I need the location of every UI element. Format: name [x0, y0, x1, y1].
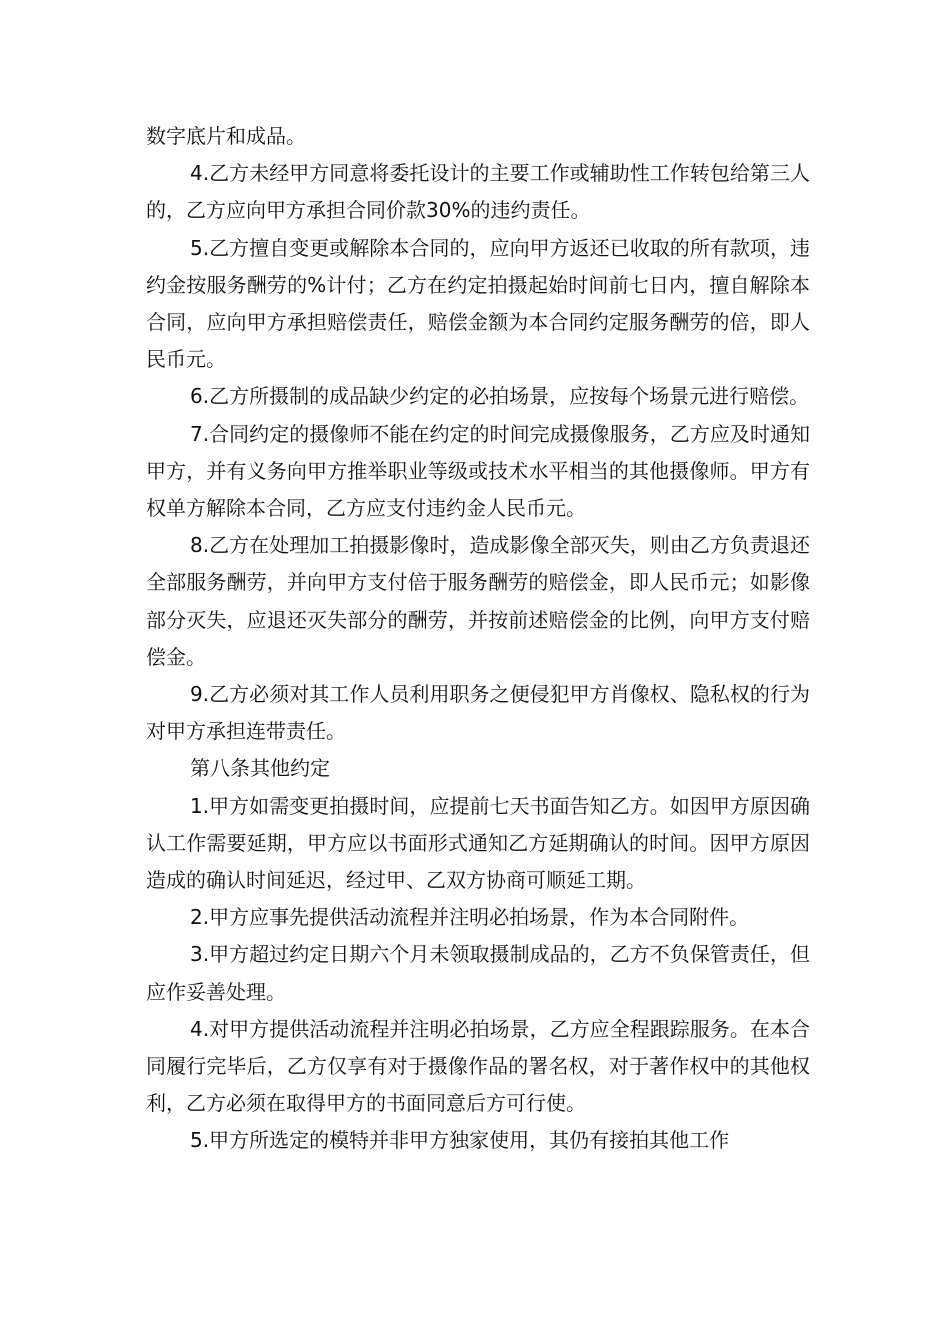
paragraph-7: 9.乙方必须对其工作人员利用职务之便侵犯甲方肖像权、隐私权的行为对甲方承担连带责任。	[146, 682, 810, 744]
paragraph-1: 数字底片和成品。	[146, 124, 306, 148]
paragraph-4: 6.乙方所摄制的成品缺少约定的必拍场景，应按每个场景元进行赔偿。	[190, 384, 810, 409]
paragraph-12: 5.甲方所选定的模特并非甲方独家使用，其仍有接拍其他工作	[190, 1128, 730, 1153]
paragraph-3: 5.乙方擅自变更或解除本合同的，应向甲方返还已收取的所有款项，违约金按服务酬劳的%计付；乙方在约定拍摄起始时间前七日内，擅自解除本合同，应向甲方承担赔偿责任，赔偿金额为本合同约定服务酬劳的倍，即人民币元。	[146, 235, 810, 372]
paragraph-10: 3.甲方超过约定日期六个月未领取摄制成品的，乙方不负保管责任，但应作妥善处理。	[146, 942, 810, 1004]
paragraph-11: 4.对甲方提供活动流程并注明必拍场景，乙方应全程跟踪服务。在本合同履行完毕后，乙方仅享有对于摄像作品的署名权，对于著作权中的其他权利，乙方必须在取得甲方的书面同意后方可行使。	[146, 1016, 810, 1116]
paragraph-6: 8.乙方在处理加工拍摄影像时，造成影像全部灭失，则由乙方负责退还全部服务酬劳，并向甲方支付倍于服务酬劳的赔偿金，即人民币元；如影像部分灭失，应退还灭失部分的酬劳，并按前述赔偿金的比例，向甲方支付赔偿金。	[146, 533, 810, 669]
paragraph-8: 1.甲方如需变更拍摄时间，应提前七天书面告知乙方。如因甲方原因确认工作需要延期，甲方应以书面形式通知乙方延期确认的时间。因甲方原因造成的确认时间延迟，经过甲、乙双方协商可顺延工期。	[146, 793, 810, 893]
document-page	[146, 118, 810, 1160]
section-heading: 第八条其他约定	[190, 756, 330, 781]
paragraph-9: 2.甲方应事先提供活动流程并注明必拍场景，作为本合同附件。	[190, 905, 750, 930]
paragraph-2: 4.乙方未经甲方同意将委托设计的主要工作或辅助性工作转包给第三人的，乙方应向甲方承担合同价款30%的违约责任。	[146, 161, 810, 223]
paragraph-5: 7.合同约定的摄像师不能在约定的时间完成摄像服务，乙方应及时通知甲方，并有义务向甲方推举职业等级或技术水平相当的其他摄像师。甲方有权单方解除本合同，乙方应支付违约金人民币元。	[146, 421, 810, 521]
